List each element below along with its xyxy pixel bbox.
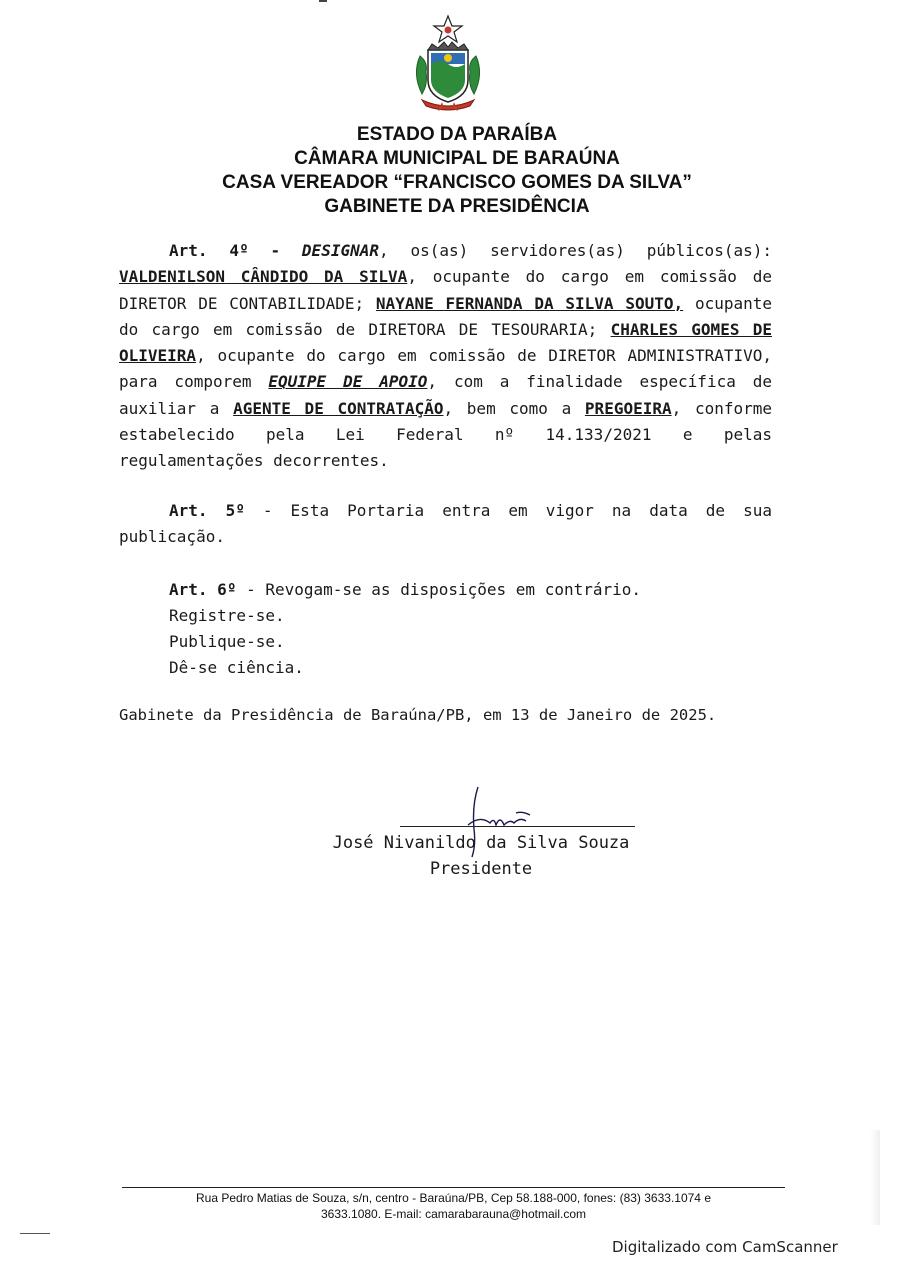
closing-notice: Dê-se ciência. <box>169 658 304 677</box>
scan-edge-shadow <box>870 1130 880 1225</box>
footer-address <box>122 1190 785 1222</box>
document-header <box>0 123 900 219</box>
footer-line-1: Rua Pedro Matias de Souza, s/n, centro - Baraúna/PB, Cep 58.188-000, fones: (83) 3633.1074 e <box>196 1191 711 1205</box>
contracting-agent: AGENTE DE CONTRATAÇÃO <box>233 398 444 418</box>
header-chamber: CÂMARA MUNICIPAL DE BARAÚNA <box>294 148 620 169</box>
support-team: EQUIPE DE APOIO <box>268 372 428 392</box>
signatory <box>316 830 646 882</box>
camscanner-watermark: Digitalizado com CamScanner <box>612 1238 838 1256</box>
footer-rule <box>122 1187 785 1188</box>
header-state: ESTADO DA PARAÍBA <box>356 124 558 145</box>
signatory-title: Presidente <box>429 859 533 879</box>
article-4-text-1: , os(as) servidores(as) públicos(as): <box>378 241 772 260</box>
article-4-text-5: , com a finalidade específica de auxiliar a <box>119 372 772 418</box>
scan-mark-left <box>20 1233 50 1234</box>
date-line: Gabinete da Presidência de Baraúna/PB, em 13 de Janeiro de 2025. <box>119 706 717 724</box>
article-5 <box>119 498 772 551</box>
signatory-name: José Nivanildo da Silva Souza <box>332 833 630 853</box>
article-4-label: Art. 4º - <box>169 241 281 260</box>
article-4 <box>119 238 772 475</box>
pregoeira: PREGOEIRA <box>584 398 672 418</box>
article-4-text-2: , ocupante do cargo em comissão de DIRETOR DE CONTABILIDADE; <box>119 267 773 313</box>
article-6-label: Art. 6º <box>169 580 237 599</box>
closing-register: Registre-se. <box>169 606 285 625</box>
article-4-text-3: ocupante do cargo em comissão de DIRETORA DE TESOURARIA; <box>119 293 773 339</box>
closing-publish: Publique-se. <box>169 632 285 651</box>
article-6-text: - Revogam-se as disposições em contrário. <box>236 580 642 599</box>
scan-mark-top <box>319 0 327 2</box>
header-house: CASA VEREADOR “FRANCISCO GOMES DA SILVA” <box>222 172 692 193</box>
designated-name-1: VALDENILSON CÂNDIDO DA SILVA <box>119 267 408 287</box>
footer-line-2: 3633.1080. E-mail: camarabarauna@hotmail.com <box>321 1207 586 1221</box>
article-4-text-7: , conforme estabelecido pela Lei Federal nº 14.133/2021 e pelas regulamentações decorrentes. <box>119 398 773 471</box>
paraiba-coat-of-arms <box>398 14 498 114</box>
designate-verb: DESIGNAR <box>301 241 379 260</box>
article-4-text-4: , ocupante do cargo em comissão de DIRETOR ADMINISTRATIVO, para comporem <box>119 346 772 392</box>
header-office: GABINETE DA PRESIDÊNCIA <box>324 196 590 217</box>
article-5-label: Art. 5º <box>169 501 245 520</box>
article-6 <box>169 577 641 604</box>
designated-name-2: NAYANE FERNANDA DA SILVA SOUTO, <box>375 293 684 313</box>
designated-name-3: CHARLES GOMES DE OLIVEIRA <box>119 319 773 366</box>
article-5-text: - Esta Portaria entra em vigor na data de sua publicação. <box>119 501 773 547</box>
article-4-text-6: , bem como a <box>443 398 585 418</box>
